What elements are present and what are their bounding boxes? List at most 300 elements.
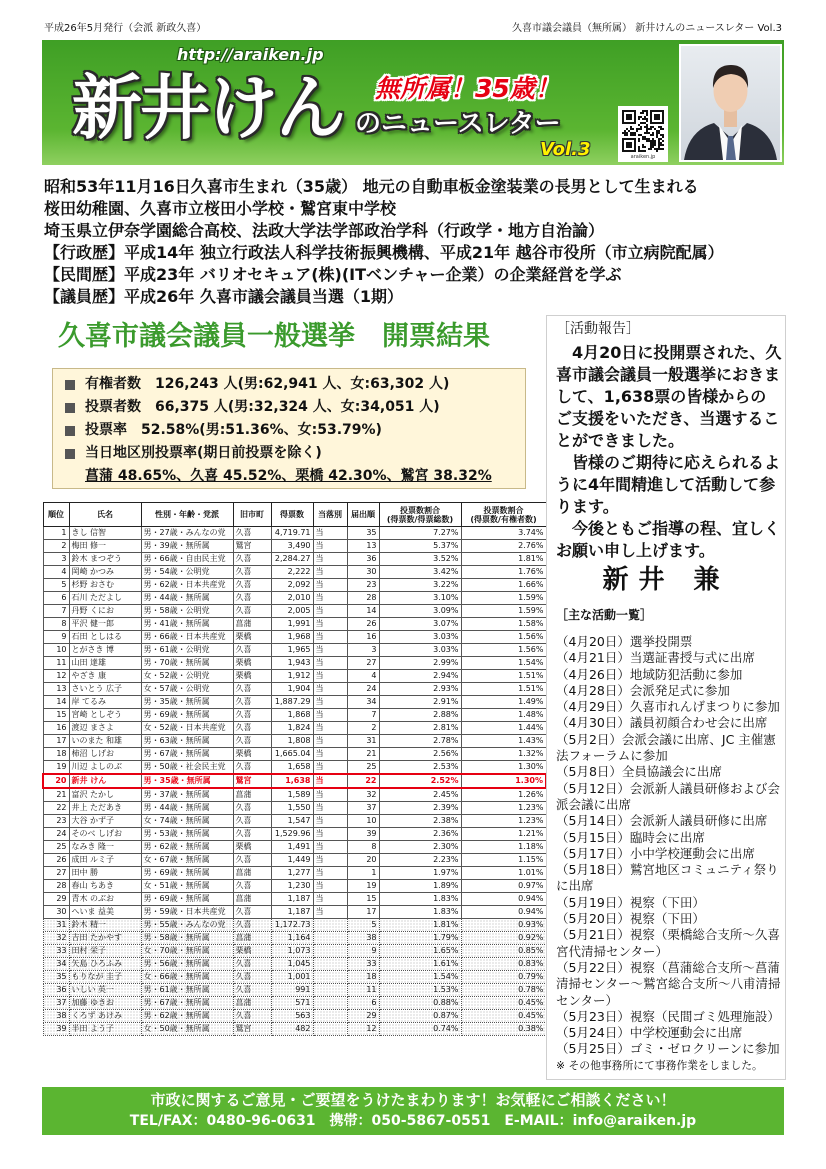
report-paragraph: 皆様のご期待に応えられるように4年間精進して活動して参ります。 — [556, 453, 781, 516]
cell-area: 栗橋 — [233, 748, 271, 761]
activity-list — [556, 634, 782, 1074]
cell-share-of-votes: 1.89% — [379, 880, 461, 893]
cell-rank: 18 — [43, 748, 69, 761]
bio-line: 【行政歴】平成14年 独立行政法人科学技術振興機構、平成21年 越谷市役所（市立病院配属） — [44, 243, 724, 262]
table-row — [43, 657, 546, 670]
table-row — [43, 748, 546, 761]
cell-result: 当 — [313, 605, 347, 618]
cell-profile: 男・58歳・公明党 — [141, 605, 233, 618]
cell-result — [313, 919, 347, 932]
cell-profile: 男・53歳・無所属 — [141, 828, 233, 841]
cell-filing-order: 1 — [347, 867, 379, 880]
cell-share-of-electorate: 0.38% — [461, 1023, 546, 1036]
cell-filing-order: 25 — [347, 761, 379, 775]
cell-profile: 男・54歳・公明党 — [141, 566, 233, 579]
cell-rank: 9 — [43, 631, 69, 644]
cell-area: 久喜 — [233, 984, 271, 997]
cell-votes: 1,491 — [271, 841, 313, 854]
cell-votes: 1,172.73 — [271, 919, 313, 932]
activity-item: （5月15日）臨時会に出席 — [556, 829, 705, 845]
cell-share-of-votes: 1.97% — [379, 867, 461, 880]
cell-profile: 男・70歳・無所属 — [141, 657, 233, 670]
cell-rank: 3 — [43, 553, 69, 566]
cell-result — [313, 945, 347, 958]
cell-profile: 男・39歳・無所属 — [141, 540, 233, 553]
cell-profile: 女・67歳・無所属 — [141, 854, 233, 867]
activity-item: （5月20日）視察（下田） — [556, 911, 705, 927]
table-row — [43, 997, 546, 1010]
stat-voters — [65, 396, 525, 419]
cell-share-of-votes: 3.09% — [379, 605, 461, 618]
cell-filing-order: 14 — [347, 605, 379, 618]
activity-item: （4月26日）地域防犯活動に参加 — [556, 666, 743, 682]
cell-result: 当 — [313, 788, 347, 802]
cell-result: 当 — [313, 880, 347, 893]
cell-result: 当 — [313, 553, 347, 566]
cell-profile: 女・66歳・無所属 — [141, 971, 233, 984]
cell-filing-order: 21 — [347, 748, 379, 761]
cell-name: 田村 栄子 — [69, 945, 141, 958]
cell-name: 富沢 たかし — [69, 788, 141, 802]
table-row — [43, 1023, 546, 1036]
cell-name: 鈴木 まつぞう — [69, 553, 141, 566]
cell-share-of-votes: 1.83% — [379, 906, 461, 919]
cell-filing-order: 13 — [347, 540, 379, 553]
cell-filing-order: 10 — [347, 815, 379, 828]
cell-name: 半田 よう子 — [69, 1023, 141, 1036]
cell-share-of-votes: 1.83% — [379, 893, 461, 906]
cell-name: 岸 てるみ — [69, 696, 141, 709]
cell-profile: 男・69歳・無所属 — [141, 709, 233, 722]
cell-share-of-electorate: 1.26% — [461, 788, 546, 802]
cell-share-of-electorate: 1.48% — [461, 709, 546, 722]
cell-name: 春山 ちあき — [69, 880, 141, 893]
cell-profile: 男・35歳・無所属 — [141, 696, 233, 709]
cell-area: 久喜 — [233, 854, 271, 867]
cell-rank: 32 — [43, 932, 69, 945]
cell-rank: 29 — [43, 893, 69, 906]
cell-profile: 女・74歳・無所属 — [141, 815, 233, 828]
cell-result: 当 — [313, 802, 347, 815]
cell-rank: 21 — [43, 788, 69, 802]
bio-line: 埼玉県立伊奈学園総合高校、法政大学法学部政治学科（行政学・地方自治論） — [44, 221, 605, 240]
cell-profile: 男・59歳・日本共産党 — [141, 906, 233, 919]
cell-area: 久喜 — [233, 696, 271, 709]
report-heading: ［活動報告］ — [556, 321, 640, 337]
cell-area: 久喜 — [233, 802, 271, 815]
cell-filing-order: 27 — [347, 657, 379, 670]
cell-rank: 19 — [43, 761, 69, 775]
cell-area: 栗橋 — [233, 657, 271, 670]
cell-name: 石川 ただよし — [69, 592, 141, 605]
cell-rank: 13 — [43, 683, 69, 696]
bullet-icon — [65, 426, 75, 436]
cell-name: いのまた 和雄 — [69, 735, 141, 748]
cell-share-of-votes: 1.53% — [379, 984, 461, 997]
cell-share-of-electorate: 0.79% — [461, 971, 546, 984]
cell-area: 久喜 — [233, 919, 271, 932]
table-row — [43, 932, 546, 945]
cell-area: 菖蒲 — [233, 618, 271, 631]
cell-filing-order: 15 — [347, 893, 379, 906]
cell-votes: 2,005 — [271, 605, 313, 618]
table-row — [43, 761, 546, 775]
cell-result: 当 — [313, 761, 347, 775]
cell-profile: 男・37歳・無所属 — [141, 788, 233, 802]
cell-share-of-votes: 2.81% — [379, 722, 461, 735]
website-url: http://araiken.jp — [177, 45, 324, 64]
activity-item: （5月21日）視察（栗橋総合支所～久喜宮代清掃センター） — [556, 927, 780, 959]
cell-name: 青木 のぶお — [69, 893, 141, 906]
candidate-photo — [679, 44, 782, 162]
cell-area: 久喜 — [233, 592, 271, 605]
table-row — [43, 696, 546, 709]
cell-name: 鈴木 精一 — [69, 919, 141, 932]
cell-rank: 36 — [43, 984, 69, 997]
cell-profile: 女・70歳・無所属 — [141, 945, 233, 958]
cell-result: 当 — [313, 566, 347, 579]
cell-filing-order: 31 — [347, 735, 379, 748]
table-row — [43, 1010, 546, 1023]
cell-name: もりなが 圭子 — [69, 971, 141, 984]
cell-rank: 23 — [43, 815, 69, 828]
cell-votes: 4,719.71 — [271, 527, 313, 540]
cell-area: 菖蒲 — [233, 893, 271, 906]
cell-result — [313, 932, 347, 945]
cell-share-of-votes: 0.88% — [379, 997, 461, 1010]
cell-result: 当 — [313, 906, 347, 919]
cell-rank: 24 — [43, 828, 69, 841]
stat-text: 投票率 52.58%(男:51.36%、女:53.79%) — [85, 422, 382, 438]
cell-profile: 男・66歳・自由民主党 — [141, 553, 233, 566]
col-votes: 得票数 — [271, 503, 313, 527]
cell-votes: 1,665.04 — [271, 748, 313, 761]
table-row — [43, 553, 546, 566]
cell-result — [313, 971, 347, 984]
cell-area: 久喜 — [233, 828, 271, 841]
cell-votes: 1,073 — [271, 945, 313, 958]
cell-share-of-votes: 2.38% — [379, 815, 461, 828]
activity-item: （5月22日）視察（菖蒲総合支所～菖蒲清掃センター～鷲宮総合支所～八甫清掃センター） — [556, 959, 781, 1008]
table-row — [43, 735, 546, 748]
cell-name: 井上 ただあき — [69, 802, 141, 815]
col-profile: 性別・年齢・党派 — [141, 503, 233, 527]
qr-caption: araiken.jp — [630, 154, 656, 160]
cell-share-of-electorate: 1.44% — [461, 722, 546, 735]
table-row — [43, 592, 546, 605]
cell-name: 岡崎 かつみ — [69, 566, 141, 579]
cell-rank: 10 — [43, 644, 69, 657]
cell-votes: 1,965 — [271, 644, 313, 657]
cell-result: 当 — [313, 893, 347, 906]
cell-area: 菖蒲 — [233, 997, 271, 1010]
bio-line: 【議員歴】平成26年 久喜市議会議員当選（1期） — [44, 287, 403, 306]
cell-filing-order: 37 — [347, 802, 379, 815]
cell-votes: 1,277 — [271, 867, 313, 880]
cell-result: 当 — [313, 670, 347, 683]
cell-name: 渡辺 まさよ — [69, 722, 141, 735]
results-table-body — [43, 527, 546, 1036]
cell-profile: 男・55歳・みんなの党 — [141, 919, 233, 932]
cell-share-of-votes: 3.03% — [379, 644, 461, 657]
cell-share-of-electorate: 1.15% — [461, 854, 546, 867]
cell-rank: 11 — [43, 657, 69, 670]
table-row — [43, 579, 546, 592]
activity-column — [546, 315, 786, 1080]
cell-name: 丹野 くにお — [69, 605, 141, 618]
cell-votes: 1,230 — [271, 880, 313, 893]
cell-share-of-electorate: 1.49% — [461, 696, 546, 709]
table-row — [43, 854, 546, 867]
cell-profile: 男・27歳・みんなの党 — [141, 527, 233, 540]
series-title: 久喜市議会議員（無所属） 新井けんのニュースレター Vol.3 — [512, 23, 782, 34]
cell-votes: 1,001 — [271, 971, 313, 984]
cell-votes: 1,589 — [271, 788, 313, 802]
cell-profile: 女・51歳・無所属 — [141, 880, 233, 893]
cell-share-of-electorate: 1.30% — [461, 761, 546, 775]
col-share-of-electorate-label: 投票数割合 — [483, 505, 524, 515]
cell-share-of-electorate: 1.58% — [461, 618, 546, 631]
stat-text: 有権者数 126,243 人(男:62,941 人、女:63,302 人) — [85, 376, 450, 392]
col-name: 氏名 — [69, 503, 141, 527]
table-row — [43, 828, 546, 841]
cell-filing-order: 11 — [347, 984, 379, 997]
cell-result: 当 — [313, 774, 347, 788]
table-row — [43, 906, 546, 919]
cell-result: 当 — [313, 657, 347, 670]
cell-share-of-votes: 2.88% — [379, 709, 461, 722]
cell-filing-order: 5 — [347, 919, 379, 932]
col-share-of-votes-label: 投票数割合 — [400, 505, 440, 515]
cell-share-of-electorate: 1.51% — [461, 683, 546, 696]
cell-name: くろず あけみ — [69, 1010, 141, 1023]
col-share-of-electorate — [461, 503, 546, 527]
table-row — [43, 722, 546, 735]
cell-share-of-electorate: 1.56% — [461, 631, 546, 644]
contact-footer — [42, 1087, 784, 1135]
cell-share-of-electorate: 0.94% — [461, 906, 546, 919]
cell-filing-order: 28 — [347, 592, 379, 605]
cell-name: やざき 康 — [69, 670, 141, 683]
qr-code-graphic — [620, 108, 666, 154]
bullet-icon — [65, 403, 75, 413]
cell-rank: 4 — [43, 566, 69, 579]
stat-text: 当日地区別投票率(期日前投票を除く) — [85, 445, 322, 461]
cell-share-of-votes: 2.23% — [379, 854, 461, 867]
cell-rank: 31 — [43, 919, 69, 932]
cell-filing-order: 16 — [347, 631, 379, 644]
cell-share-of-electorate: 1.59% — [461, 605, 546, 618]
cell-share-of-electorate: 0.97% — [461, 880, 546, 893]
cell-area: 久喜 — [233, 579, 271, 592]
cell-filing-order: 3 — [347, 644, 379, 657]
header-row — [43, 503, 546, 527]
cell-area: 鷲宮 — [233, 540, 271, 553]
masthead-line — [44, 22, 782, 36]
cell-share-of-electorate: 0.83% — [461, 958, 546, 971]
header-banner — [42, 40, 784, 165]
cell-share-of-votes: 2.78% — [379, 735, 461, 748]
cell-votes: 1,187 — [271, 906, 313, 919]
cell-result: 当 — [313, 579, 347, 592]
cell-rank: 8 — [43, 618, 69, 631]
cell-area: 鷲宮 — [233, 1023, 271, 1036]
cell-share-of-votes: 3.52% — [379, 553, 461, 566]
cell-name: 石田 としはる — [69, 631, 141, 644]
cell-result: 当 — [313, 722, 347, 735]
cell-share-of-votes: 1.61% — [379, 958, 461, 971]
cell-area: 久喜 — [233, 644, 271, 657]
cell-area: 久喜 — [233, 553, 271, 566]
cell-share-of-electorate: 1.76% — [461, 566, 546, 579]
activity-item: （4月30日）議員初顔合わせ会に出席 — [556, 715, 768, 731]
activity-item: （5月12日）会派新人議員研修および会派会議に出席 — [556, 780, 780, 812]
cell-rank: 37 — [43, 997, 69, 1010]
cell-rank: 39 — [43, 1023, 69, 1036]
cell-rank: 1 — [43, 527, 69, 540]
cell-profile: 男・61歳・無所属 — [141, 984, 233, 997]
cell-votes: 1,658 — [271, 761, 313, 775]
cell-votes: 1,943 — [271, 657, 313, 670]
newsletter-label: のニュースレター — [355, 109, 561, 139]
cell-profile: 男・62歳・無所属 — [141, 841, 233, 854]
cell-result: 当 — [313, 618, 347, 631]
cell-area: 栗橋 — [233, 670, 271, 683]
table-row — [43, 788, 546, 802]
cell-name: なみき 隆一 — [69, 841, 141, 854]
cell-share-of-electorate: 0.94% — [461, 893, 546, 906]
cell-filing-order: 19 — [347, 880, 379, 893]
cell-votes: 3,490 — [271, 540, 313, 553]
cell-share-of-votes: 1.54% — [379, 971, 461, 984]
cell-rank: 35 — [43, 971, 69, 984]
results-title: 久喜市議会議員一般選挙 開票結果 — [58, 321, 490, 352]
cell-share-of-electorate: 2.76% — [461, 540, 546, 553]
col-share-of-votes — [379, 503, 461, 527]
cell-share-of-electorate: 1.56% — [461, 644, 546, 657]
cell-filing-order: 26 — [347, 618, 379, 631]
cell-filing-order: 12 — [347, 1023, 379, 1036]
table-row — [43, 893, 546, 906]
cell-share-of-electorate: 1.30% — [461, 774, 546, 788]
cell-profile: 女・50歳・無所属 — [141, 1023, 233, 1036]
bio-line: 昭和53年11月16日久喜市生まれ（35歳） 地元の自動車板金塗装業の長男として生まれる — [44, 177, 699, 196]
cell-share-of-votes: 2.53% — [379, 761, 461, 775]
cell-rank: 38 — [43, 1010, 69, 1023]
cell-profile: 男・35歳・無所属 — [141, 774, 233, 788]
cell-filing-order: 33 — [347, 958, 379, 971]
report-paragraph: 4月20日に投開票された、久喜市議会議員一般選挙におきまして、1,638票の皆様からのご支援をいただき、当選することができました。 — [556, 343, 782, 450]
cell-share-of-votes: 3.07% — [379, 618, 461, 631]
activity-item: （5月24日）中学校運動会に出席 — [556, 1025, 743, 1041]
cell-votes: 2,010 — [271, 592, 313, 605]
district-turnout: 菖蒲 48.65%、久喜 45.52%、栗橋 42.30%、鷲宮 38.32% — [85, 468, 492, 484]
bullet-icon — [65, 449, 75, 459]
table-row — [43, 919, 546, 932]
col-area: 旧市町 — [233, 503, 271, 527]
cell-area: 久喜 — [233, 683, 271, 696]
cell-rank: 14 — [43, 696, 69, 709]
activity-item: （5月8日）全員協議会に出席 — [556, 764, 722, 780]
cell-votes: 482 — [271, 1023, 313, 1036]
bio-line: 【民間歴】平成23年 バリオセキュア(株)(ITベンチャー企業）の企業経営を学ぶ — [44, 265, 622, 284]
cell-filing-order: 9 — [347, 945, 379, 958]
table-row — [43, 683, 546, 696]
cell-share-of-electorate: 1.23% — [461, 802, 546, 815]
cell-votes: 1,164 — [271, 932, 313, 945]
cell-share-of-votes: 2.93% — [379, 683, 461, 696]
cell-share-of-votes: 2.39% — [379, 802, 461, 815]
col-share-of-votes-note: (得票数/得票総数) — [386, 514, 454, 524]
cell-name: 柿沼 しげお — [69, 748, 141, 761]
cell-area: 久喜 — [233, 880, 271, 893]
cell-share-of-electorate: 1.18% — [461, 841, 546, 854]
biography — [44, 176, 784, 308]
table-row — [43, 815, 546, 828]
cell-area: 菖蒲 — [233, 932, 271, 945]
cell-area: 久喜 — [233, 958, 271, 971]
cell-share-of-electorate: 1.21% — [461, 828, 546, 841]
cell-rank: 5 — [43, 579, 69, 592]
cell-share-of-electorate: 1.54% — [461, 657, 546, 670]
cell-votes: 1,547 — [271, 815, 313, 828]
cell-share-of-votes: 2.99% — [379, 657, 461, 670]
cell-votes: 1,991 — [271, 618, 313, 631]
cell-share-of-electorate: 0.85% — [461, 945, 546, 958]
cell-result: 当 — [313, 683, 347, 696]
cell-name: 成田 ルミ子 — [69, 854, 141, 867]
cell-profile: 男・44歳・無所属 — [141, 592, 233, 605]
cell-rank: 7 — [43, 605, 69, 618]
cell-profile: 男・62歳・日本共産党 — [141, 579, 233, 592]
cell-rank: 22 — [43, 802, 69, 815]
cell-profile: 男・61歳・公明党 — [141, 644, 233, 657]
cell-rank: 12 — [43, 670, 69, 683]
cell-name: さいとう 広子 — [69, 683, 141, 696]
cell-profile: 男・69歳・無所属 — [141, 893, 233, 906]
cell-filing-order: 32 — [347, 788, 379, 802]
cell-share-of-votes: 1.81% — [379, 919, 461, 932]
cell-result: 当 — [313, 735, 347, 748]
cell-area: 久喜 — [233, 735, 271, 748]
cell-filing-order: 34 — [347, 696, 379, 709]
cell-profile: 男・62歳・無所属 — [141, 1010, 233, 1023]
cell-share-of-electorate: 0.45% — [461, 997, 546, 1010]
stat-district-heading — [65, 442, 525, 465]
cell-votes: 1,449 — [271, 854, 313, 867]
cell-rank: 26 — [43, 854, 69, 867]
cell-share-of-electorate: 1.81% — [461, 553, 546, 566]
cell-rank: 27 — [43, 867, 69, 880]
cell-profile: 男・50歳・社会民主党 — [141, 761, 233, 775]
cell-area: 久喜 — [233, 1010, 271, 1023]
cell-area: 栗橋 — [233, 945, 271, 958]
cell-name: 宮崎 としぞう — [69, 709, 141, 722]
cell-share-of-votes: 2.56% — [379, 748, 461, 761]
table-row — [43, 644, 546, 657]
cell-area: 栗橋 — [233, 631, 271, 644]
cell-share-of-votes: 0.74% — [379, 1023, 461, 1036]
table-row — [43, 540, 546, 553]
stat-electorate — [65, 373, 525, 396]
bullet-icon — [65, 380, 75, 390]
cell-result — [313, 958, 347, 971]
cell-filing-order: 17 — [347, 906, 379, 919]
cell-votes: 1,808 — [271, 735, 313, 748]
cell-area: 久喜 — [233, 709, 271, 722]
cell-result: 当 — [313, 854, 347, 867]
cell-votes: 1,868 — [271, 709, 313, 722]
